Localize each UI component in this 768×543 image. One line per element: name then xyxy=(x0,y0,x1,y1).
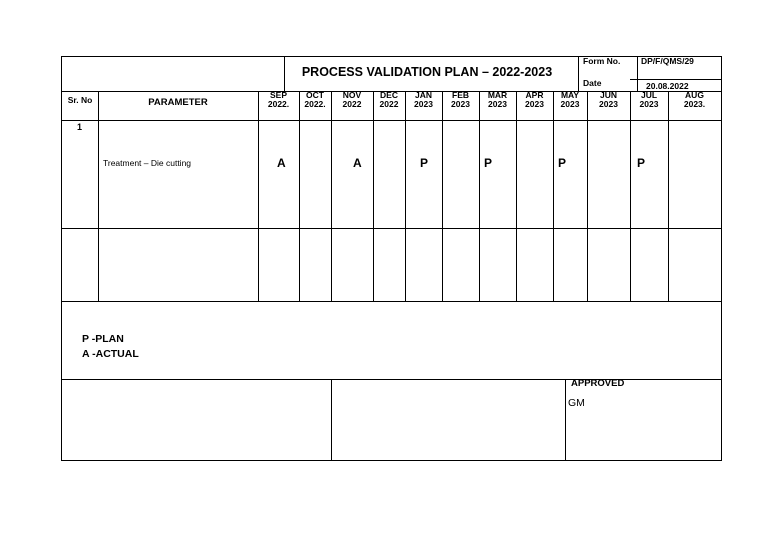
row-1-mark-jul: P xyxy=(637,156,646,170)
col-divider xyxy=(405,91,406,301)
legend-actual: A -ACTUAL xyxy=(82,348,139,360)
footer-divider xyxy=(331,379,332,460)
form-date-divider xyxy=(630,79,722,80)
row-1-mark-may: P xyxy=(558,156,567,170)
row-1-parameter: Treatment – Die cutting xyxy=(103,158,192,168)
approved-label: APPROVED xyxy=(571,378,625,389)
border-right xyxy=(721,56,722,460)
form-no-value: DP/F/QMS/29 xyxy=(641,56,694,66)
month-header-may: MAY 2023 xyxy=(560,90,580,109)
row-1-mark-sep: A xyxy=(277,156,286,170)
month-header-nov: NOV 2022 xyxy=(342,90,362,109)
form-no-label: Form No. xyxy=(583,56,621,66)
month-header-oct: OCT 2022. xyxy=(304,90,326,109)
col-divider xyxy=(98,91,99,301)
col-divider xyxy=(373,91,374,301)
month-header-mar: MAR 2023 xyxy=(487,90,508,109)
sr-no-header: Sr. No xyxy=(67,95,93,105)
row-1-divider xyxy=(61,228,722,229)
month-header-jun: JUN 2023 xyxy=(599,90,618,109)
row-1-mark-mar: P xyxy=(484,156,493,170)
approver-name: GM xyxy=(568,397,585,409)
col-divider xyxy=(331,91,332,301)
row-1-sr-no: 1 xyxy=(76,122,82,132)
row-2-divider xyxy=(61,301,722,302)
col-divider xyxy=(587,91,588,301)
col-divider xyxy=(553,91,554,301)
legend-plan: P -PLAN xyxy=(82,333,124,345)
col-divider xyxy=(516,91,517,301)
month-header-sep: SEP 2022. xyxy=(267,90,290,109)
month-header-feb: FEB 2023 xyxy=(451,90,470,109)
date-value: 20.08.2022 xyxy=(646,81,689,91)
title-right-divider xyxy=(578,56,579,91)
col-divider xyxy=(479,91,480,301)
footer-divider xyxy=(565,379,566,460)
border-top xyxy=(61,56,722,57)
page-title: PROCESS VALIDATION PLAN – 2022-2023 xyxy=(301,65,553,79)
col-divider xyxy=(442,91,443,301)
month-header-jan: JAN 2023 xyxy=(414,90,433,109)
col-divider xyxy=(630,91,631,301)
date-label: Date xyxy=(583,78,602,88)
col-divider xyxy=(668,91,669,301)
column-header-divider xyxy=(61,120,722,121)
form-value-divider xyxy=(637,56,638,91)
col-divider xyxy=(258,91,259,301)
month-header-aug: AUG 2023. xyxy=(683,90,706,109)
col-divider xyxy=(299,91,300,301)
month-header-dec: DEC 2022 xyxy=(379,90,399,109)
border-left xyxy=(61,56,62,460)
border-bottom xyxy=(61,460,722,461)
row-1-mark-jan: P xyxy=(420,156,429,170)
parameter-header: PARAMETER xyxy=(148,97,208,108)
row-1-mark-nov: A xyxy=(353,156,362,170)
legend xyxy=(82,332,139,362)
month-header-jul: JUL 2023 xyxy=(639,90,659,109)
month-header-apr: APR 2023 xyxy=(525,90,544,109)
